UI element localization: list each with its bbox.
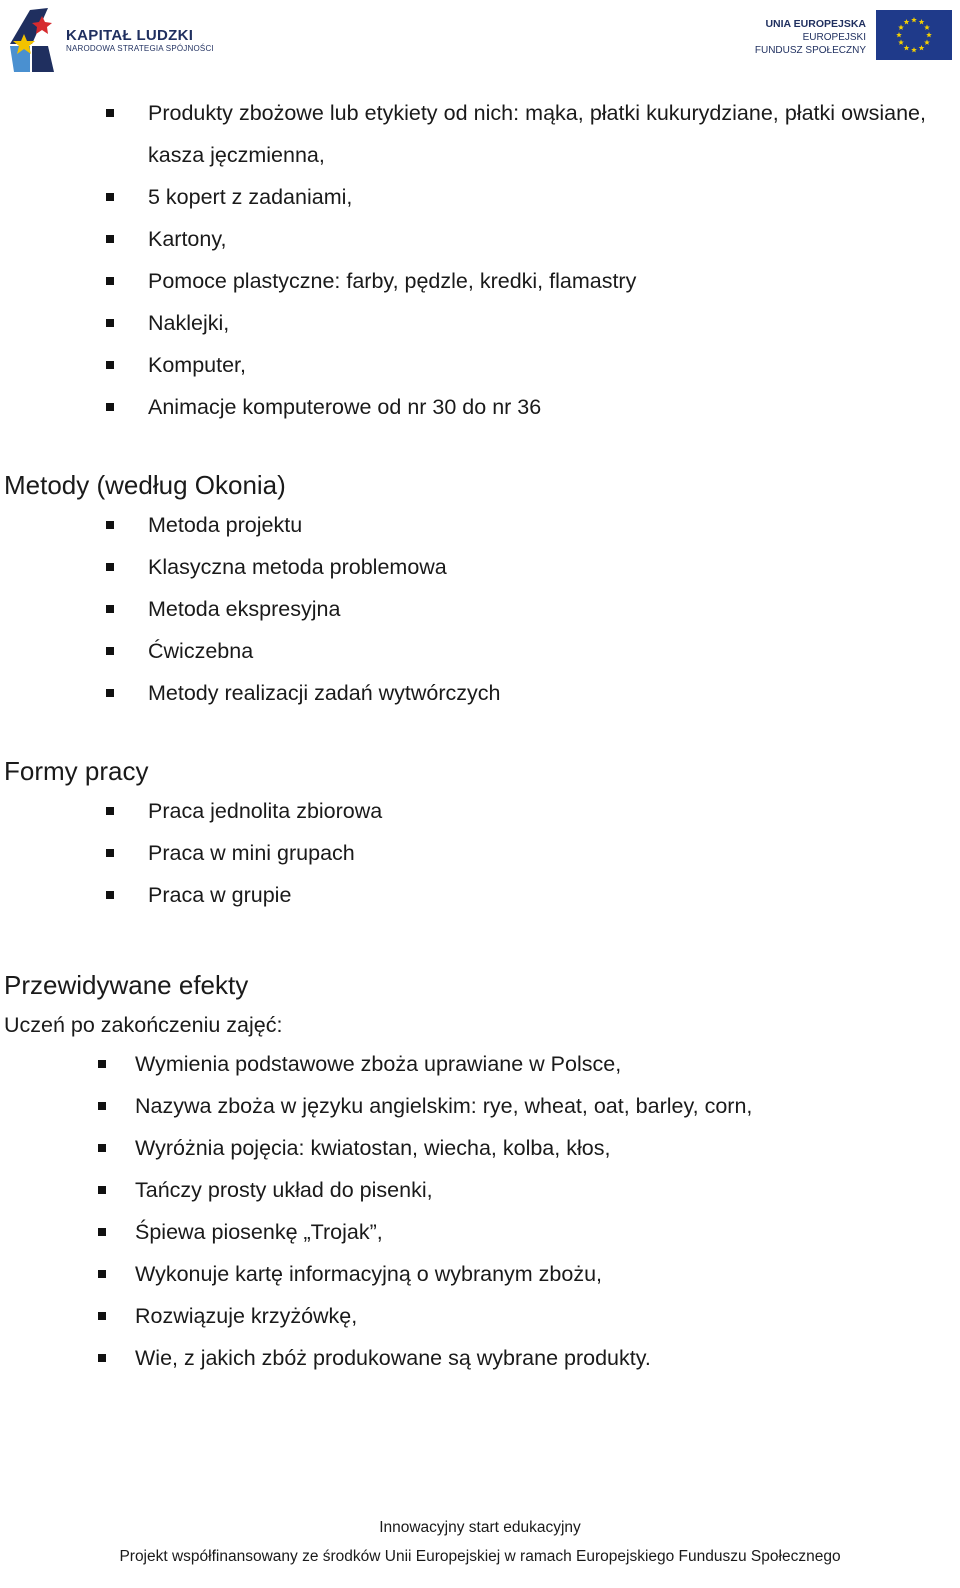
effects-heading: Przewidywane efekty — [4, 970, 249, 1000]
page-header — [0, 0, 960, 80]
effects-list — [0, 1043, 960, 1379]
effects-intro: Uczeń po zakończeniu zajęć: — [4, 1013, 283, 1037]
document-content — [0, 92, 960, 1379]
list-item: Metoda projektu — [0, 504, 960, 546]
eu-flag-icon — [876, 10, 952, 65]
bullet-icon — [98, 1144, 106, 1152]
kapital-ludzki-star-logo-icon — [8, 6, 56, 74]
methods-heading: Metody (według Okonia) — [4, 470, 286, 500]
bullet-icon — [106, 849, 114, 857]
kapital-ludzki-subtitle: NARODOWA STRATEGIA SPÓJNOŚCI — [66, 43, 214, 53]
list-item: Śpiewa piosenkę „Trojak”, — [0, 1211, 960, 1253]
bullet-icon — [106, 521, 114, 529]
list-item: Praca jednolita zbiorowa — [0, 790, 960, 832]
list-item: Rozwiązuje krzyżówkę, — [0, 1295, 960, 1337]
list-item: Komputer, — [0, 344, 960, 386]
list-item: 5 kopert z zadaniami, — [0, 176, 960, 218]
list-item: Praca w mini grupach — [0, 832, 960, 874]
bullet-icon — [106, 109, 114, 117]
list-item: Wymienia podstawowe zboża uprawiane w Polsce, — [0, 1043, 960, 1085]
bullet-icon — [98, 1102, 106, 1110]
bullet-icon — [106, 193, 114, 201]
bullet-icon — [98, 1270, 106, 1278]
list-item: Pomoce plastyczne: farby, pędzle, kredki, flamastry — [0, 260, 960, 302]
list-item: Nazywa zboża w języku angielskim: rye, wheat, oat, barley, corn, — [0, 1085, 960, 1127]
list-item: Metoda ekspresyjna — [0, 588, 960, 630]
list-item: Naklejki, — [0, 302, 960, 344]
list-item: Produkty zbożowe lub etykiety od nich: mąka, płatki kukurydziane, płatki owsiane, kasza jęczmienna, — [0, 92, 960, 176]
bullet-icon — [106, 235, 114, 243]
eu-logo-line3: FUNDUSZ SPOŁECZNY — [754, 45, 866, 56]
kapital-ludzki-title: KAPITAŁ LUDZKI — [66, 26, 194, 44]
bullet-icon — [98, 1186, 106, 1194]
forms-list — [0, 790, 960, 916]
bullet-icon — [98, 1228, 106, 1236]
eu-logo — [755, 10, 952, 65]
bullet-icon — [106, 807, 114, 815]
bullet-icon — [98, 1312, 106, 1320]
bullet-icon — [106, 277, 114, 285]
footer-project-title: Innowacyjny start edukacyjny — [379, 1519, 581, 1536]
bullet-icon — [98, 1354, 106, 1362]
list-item: Praca w grupie — [0, 874, 960, 916]
list-item: Ćwiczebna — [0, 630, 960, 672]
eu-logo-line2: EUROPEJSKI — [802, 32, 866, 43]
list-item: Wie, z jakich zbóż produkowane są wybrane produkty. — [0, 1337, 960, 1379]
materials-list — [0, 92, 960, 428]
forms-heading: Formy pracy — [4, 756, 149, 786]
bullet-icon — [106, 647, 114, 655]
bullet-icon — [106, 563, 114, 571]
list-item: Metody realizacji zadań wytwórczych — [0, 672, 960, 714]
bullet-icon — [106, 319, 114, 327]
list-item: Wykonuje kartę informacyjną o wybranym zbożu, — [0, 1253, 960, 1295]
bullet-icon — [106, 361, 114, 369]
bullet-icon — [106, 689, 114, 697]
bullet-icon — [106, 605, 114, 613]
kapital-ludzki-logo — [8, 6, 214, 74]
list-item: Wyróżnia pojęcia: kwiatostan, wiecha, kolba, kłos, — [0, 1127, 960, 1169]
bullet-icon — [98, 1060, 106, 1068]
bullet-icon — [106, 403, 114, 411]
footer-funding-note: Projekt współfinansowany ze środków Unii Europejskiej w ramach Europejskiego Funduszu Społecznego — [119, 1548, 841, 1565]
methods-list — [0, 504, 960, 714]
list-item: Animacje komputerowe od nr 30 do nr 36 — [0, 386, 960, 428]
list-item: Tańczy prosty układ do pisenki, — [0, 1169, 960, 1211]
list-item: Klasyczna metoda problemowa — [0, 546, 960, 588]
eu-logo-line1: UNIA EUROPEJSKA — [765, 18, 866, 30]
bullet-icon — [106, 891, 114, 899]
list-item: Kartony, — [0, 218, 960, 260]
